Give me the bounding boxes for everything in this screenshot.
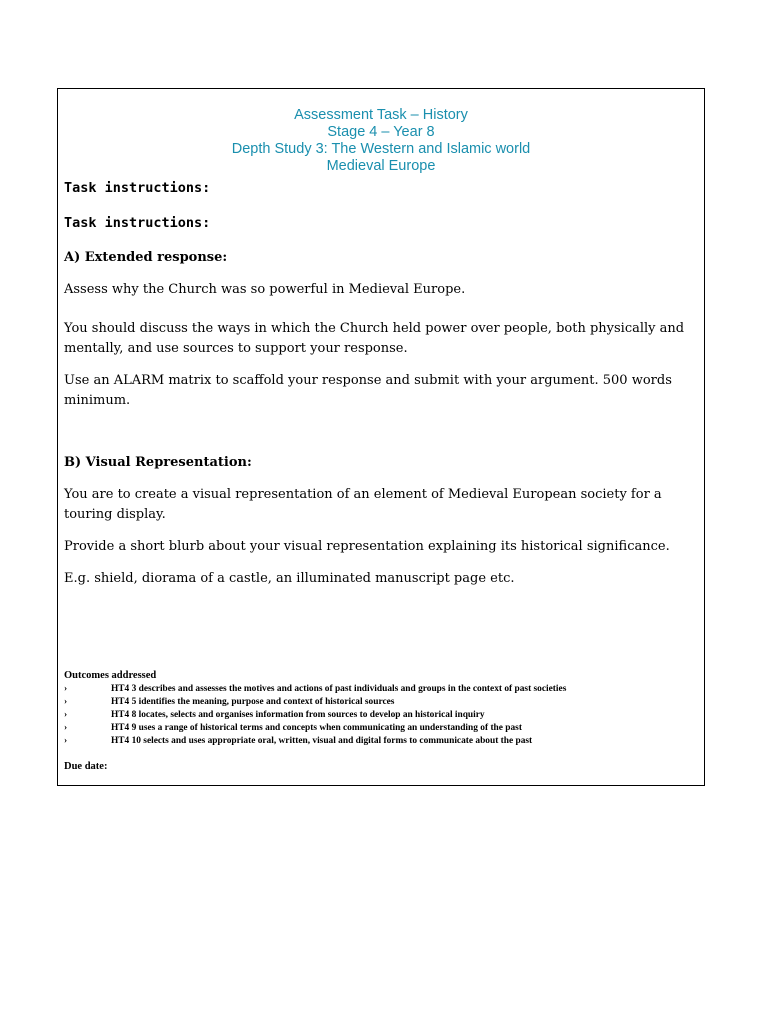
- outcomes-title: Outcomes addressed: [64, 670, 157, 681]
- outcome-item: [64, 735, 684, 748]
- outcome-text: HT4 8 locates, selects and organises information from sources to develop an historical inquiry: [111, 710, 485, 720]
- section-a-para3-line1: Use an ALARM matrix to scaffold your response and submit with your argument. 500 words: [64, 373, 672, 388]
- section-b-para2: Provide a short blurb about your visual representation explaining its historical significance.: [64, 539, 670, 554]
- header-topic: Medieval Europe: [326, 158, 436, 174]
- bullet-icon: ›: [64, 710, 68, 720]
- task-instructions-heading-1: Task instructions:: [64, 180, 211, 196]
- section-a-para2-line2: mentally, and use sources to support your response.: [64, 341, 408, 356]
- section-a-para3-line2: minimum.: [64, 393, 131, 408]
- bullet-icon: ›: [64, 736, 68, 746]
- outcome-text: HT4 9 uses a range of historical terms and concepts when communicating an understanding of the past: [111, 723, 522, 733]
- outcome-item: [64, 683, 684, 696]
- header-title: Assessment Task – History: [294, 107, 468, 123]
- outcome-item: [64, 696, 684, 709]
- task-instructions-heading-2: Task instructions:: [64, 215, 211, 231]
- section-b-para1-line1: You are to create a visual representation of an element of Medieval European society for a: [64, 487, 662, 502]
- document-header: [58, 107, 704, 175]
- outcome-text: HT4 3 describes and assesses the motives and actions of past individuals and groups in the context of past societies: [111, 684, 567, 694]
- due-date-label: Due date:: [64, 761, 108, 772]
- header-depth-study: Depth Study 3: The Western and Islamic world: [231, 141, 531, 157]
- bullet-icon: ›: [64, 723, 68, 733]
- assessment-task-frame: [57, 88, 705, 786]
- section-a-heading: A) Extended response:: [64, 250, 228, 265]
- outcome-item: [64, 709, 684, 722]
- section-b-para3: E.g. shield, diorama of a castle, an illuminated manuscript page etc.: [64, 571, 515, 586]
- header-stage: Stage 4 – Year 8: [327, 124, 435, 140]
- section-b-heading: B) Visual Representation:: [64, 455, 252, 470]
- section-a-para1: Assess why the Church was so powerful in Medieval Europe.: [64, 282, 466, 297]
- outcome-item: [64, 722, 684, 735]
- bullet-icon: ›: [64, 684, 68, 694]
- bullet-icon: ›: [64, 697, 68, 707]
- section-b-para1-line2: touring display.: [64, 507, 166, 522]
- outcome-text: HT4 10 selects and uses appropriate oral, written, visual and digital forms to communicate about the past: [111, 736, 533, 746]
- outcome-text: HT4 5 identifies the meaning, purpose and context of historical sources: [111, 697, 395, 707]
- section-a-para2-line1: You should discuss the ways in which the Church held power over people, both physically and: [64, 321, 685, 336]
